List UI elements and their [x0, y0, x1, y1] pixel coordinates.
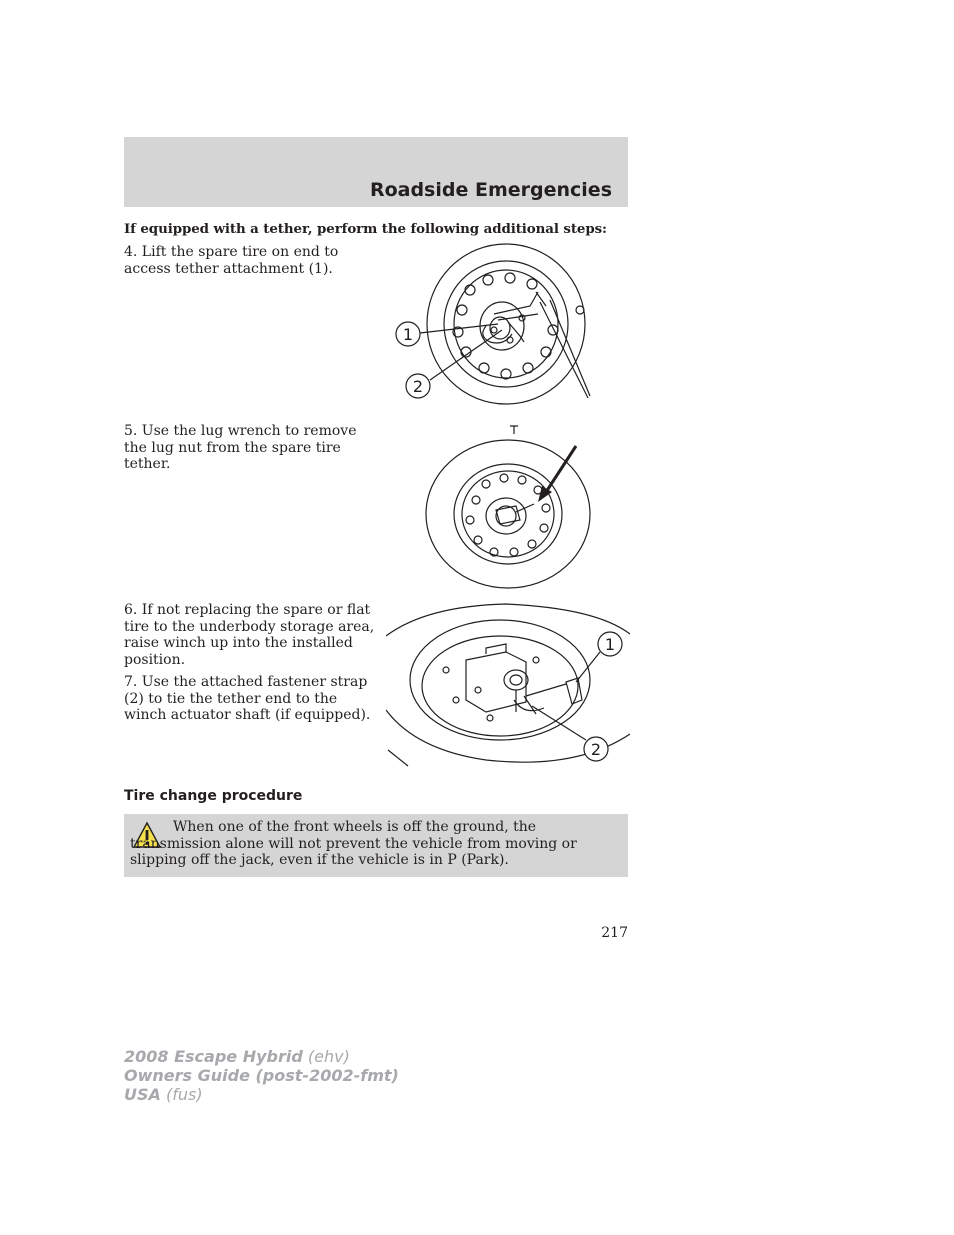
- section-title: Roadside Emergencies: [369, 179, 612, 201]
- svg-text:1: 1: [402, 325, 414, 344]
- svg-text:1: 1: [604, 635, 616, 654]
- section-header: [124, 137, 628, 207]
- figure-winch-storage: [386, 600, 630, 770]
- figure-tire-tether: [390, 240, 630, 410]
- callout-2: [584, 737, 608, 761]
- step-5: 5. Use the lug wrench to remove the lug nut from the spare tire tether.: [124, 423, 357, 472]
- footer-line-3: [124, 1085, 399, 1104]
- step-4: 4. Lift the spare tire on end to access tether attachment (1).: [124, 244, 339, 277]
- subheading-tire-change: Tire change procedure: [124, 788, 303, 804]
- footer-model-code: (ehv): [307, 1047, 350, 1066]
- footer-guide: Owners Guide (post-2002-fmt): [124, 1066, 399, 1085]
- footer: [124, 1047, 399, 1104]
- step-6: 6. If not replacing the spare or flat tire to the underbody storage area, raise winch up into the installed position.: [124, 602, 375, 668]
- footer-line-2: [124, 1066, 399, 1085]
- footer-market-code: (fus): [166, 1085, 203, 1104]
- footer-line-1: [124, 1047, 399, 1066]
- svg-text:2: 2: [590, 740, 602, 759]
- step-7: 7. Use the attached fastener strap (2) to tie the tether end to the winch actuator shaft (if equipped).: [124, 674, 371, 723]
- callout-2: [406, 374, 430, 398]
- footer-model: 2008 Escape Hybrid: [124, 1047, 303, 1066]
- footer-market: USA: [124, 1085, 161, 1104]
- tether-heading: If equipped with a tether, perform the following additional steps:: [124, 221, 607, 237]
- page-number: 217: [601, 925, 628, 941]
- svg-text:2: 2: [412, 377, 424, 396]
- warning-text: When one of the front wheels is off the ground, the transmission alone will not prevent the vehicle from moving or slipping off the jack, even if the vehicle is in P (Park).: [130, 819, 577, 868]
- callout-1: [598, 632, 622, 656]
- callout-1: [396, 322, 420, 346]
- warning-box: [124, 814, 628, 877]
- figure-lug-nut-removal: [420, 420, 600, 592]
